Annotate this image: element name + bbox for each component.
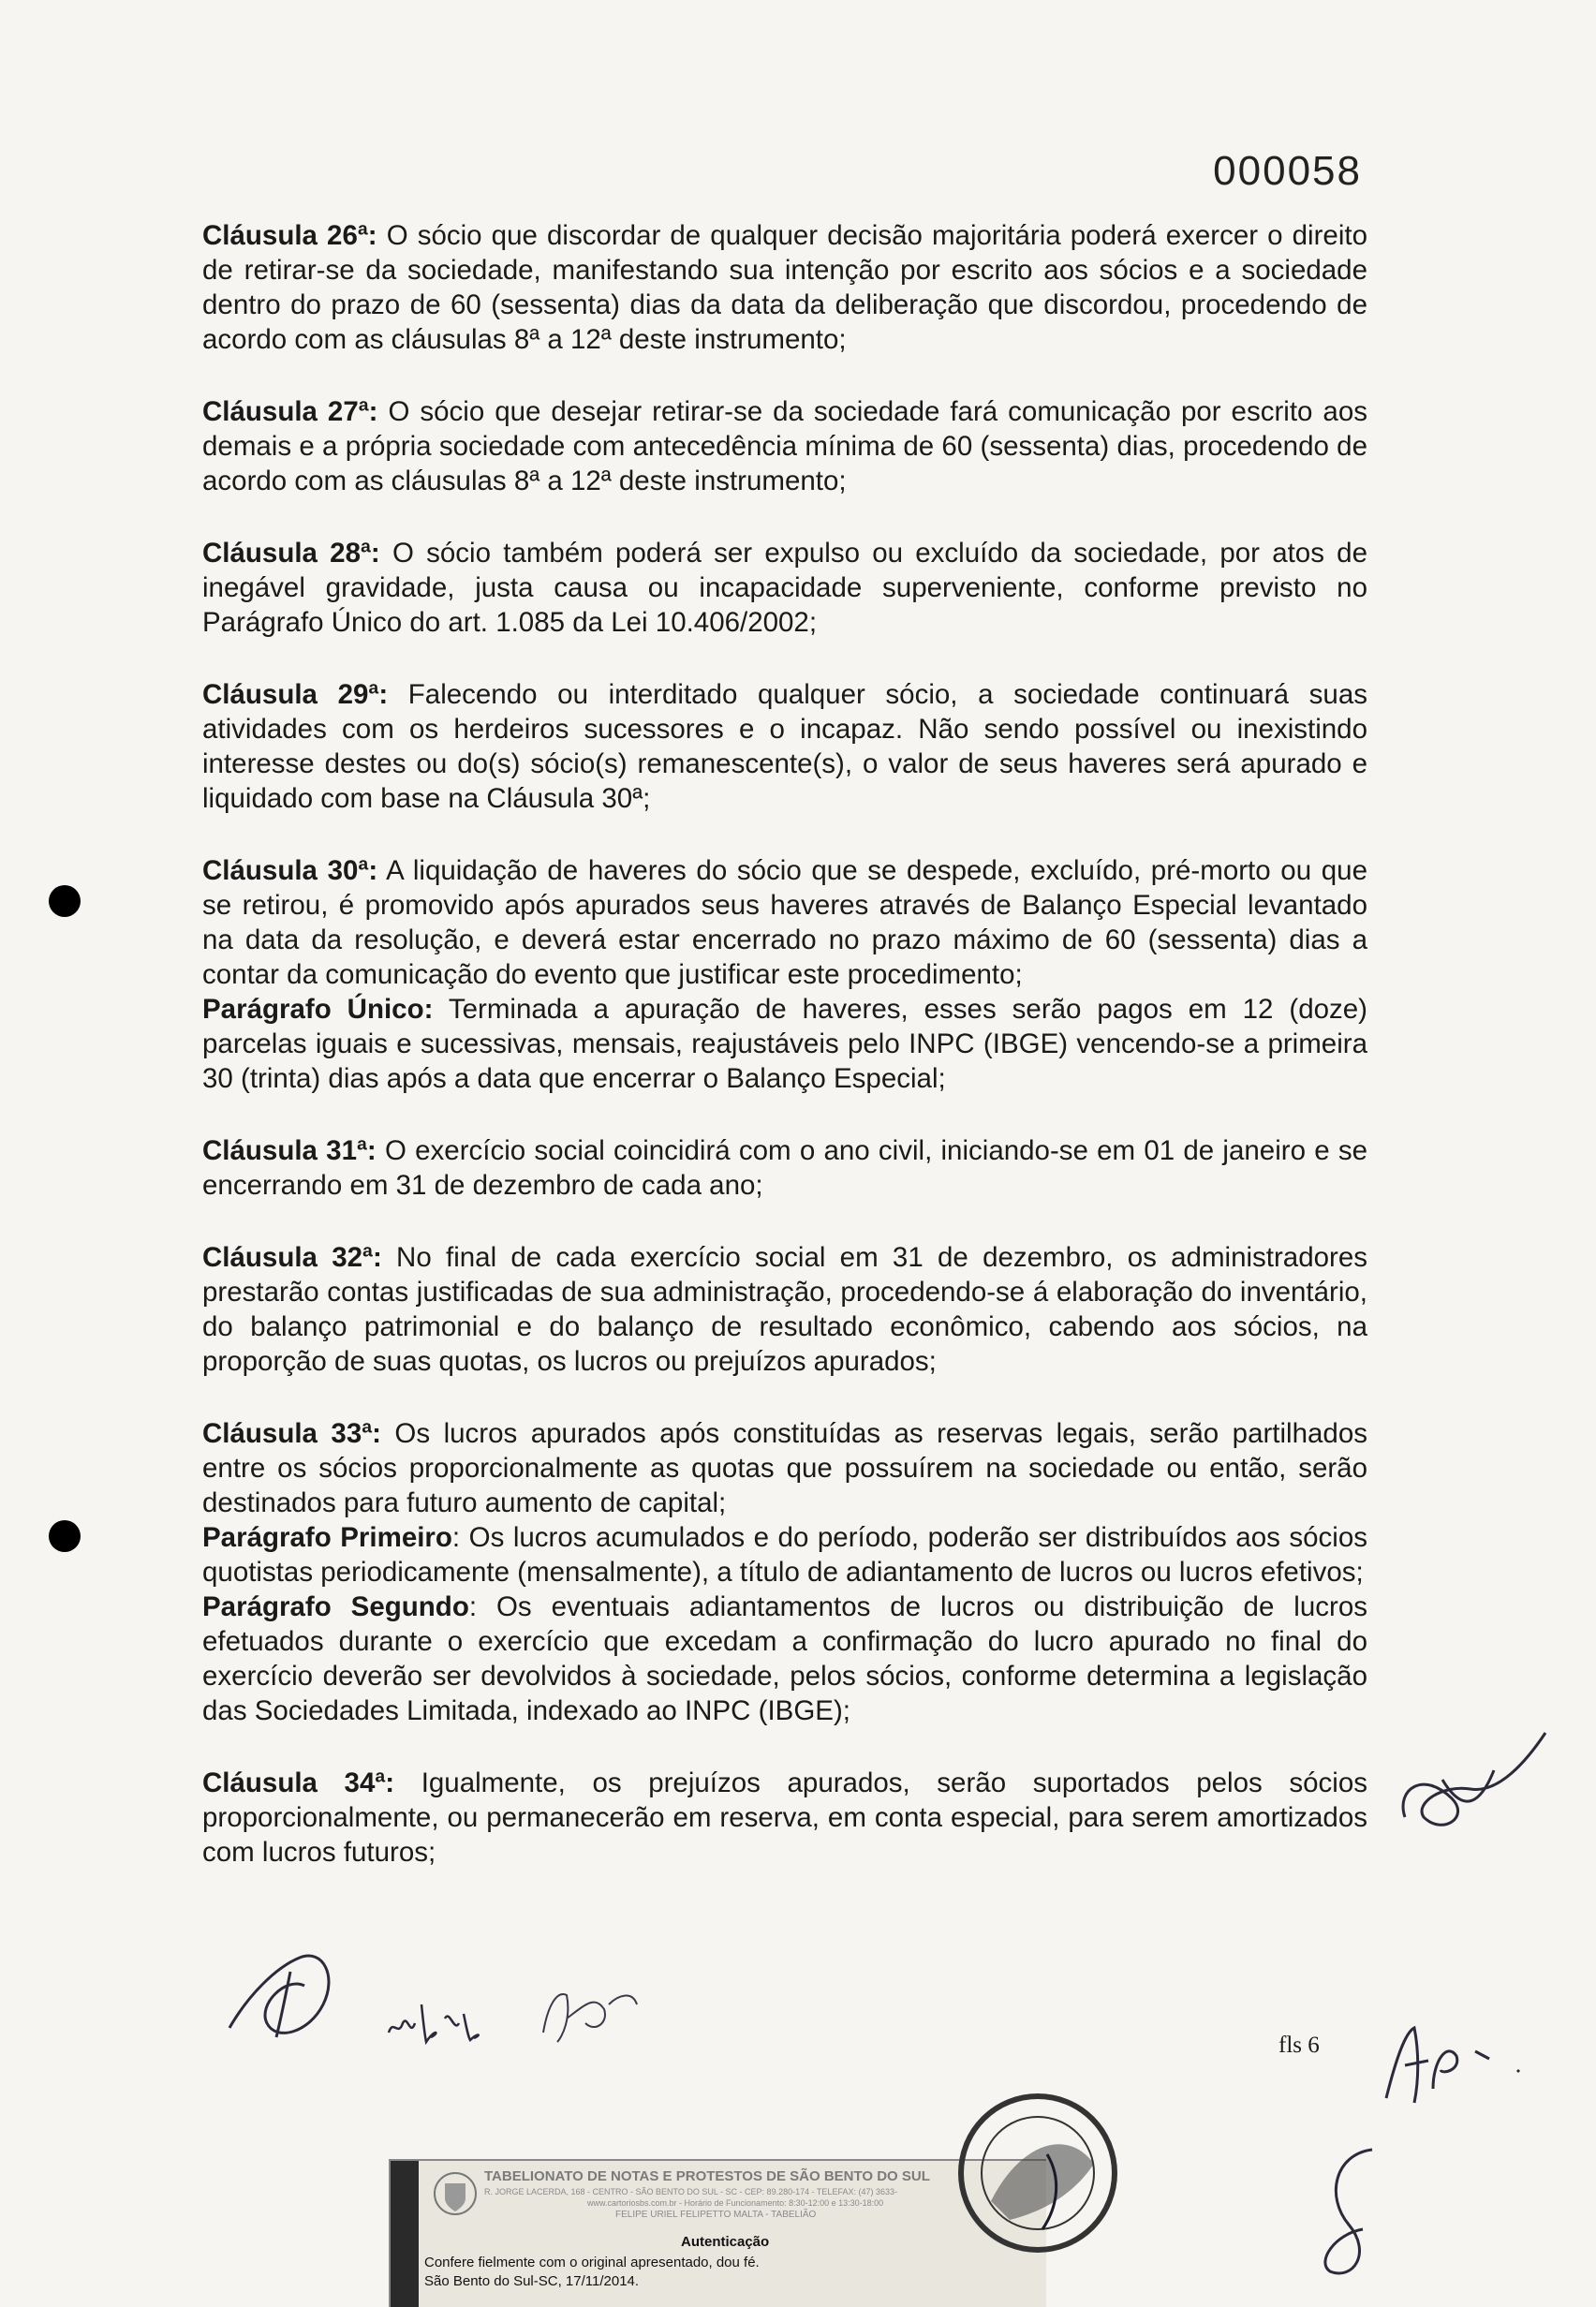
binder-hole-bottom	[49, 1520, 81, 1552]
clause-text: Falecendo ou interditado qualquer sócio, a sociedade continuará suas atividades com os herdeiros sucessores e o incapaz. Não sendo possível ou inexistindo interesse destes ou do(s) sócio(s) remanescente(s), o valor de seus haveres será apurado e liquidado com base na Cláusula 30ª;	[202, 679, 1367, 814]
clause-paragraph	[202, 218, 1367, 357]
clause-26	[202, 218, 1367, 357]
paragraph-text: Terminada a apuração de haveres, esses serão pagos em 12 (doze) parcelas iguais e sucessivas, mensais, reajustáveis pelo INPC (IBGE) vencendo-se a primeira 30 (trinta) dias após a data que encerrar o Balanço Especial;	[202, 994, 1367, 1094]
stamp-auth-text: Confere fielmente com o original apresentado, dou fé.	[424, 2255, 760, 2270]
clause-label: Cláusula 29ª:	[202, 679, 389, 710]
stamp-office-name: TABELIONATO DE NOTAS E PROTESTOS DE SÃO BENTO DO SUL	[484, 2168, 930, 2184]
clause-label: Cláusula 27ª:	[202, 396, 378, 427]
clause-text: O sócio que desejar retirar-se da sociedade fará comunicação por escrito aos demais e a própria sociedade com antecedência mínima de 60 (sessenta) dias, procedendo de acordo com as cláusulas 8ª a 12ª deste instrumento;	[202, 396, 1367, 496]
clause-paragraph	[202, 394, 1367, 498]
clause-label: Cláusula 26ª:	[202, 220, 377, 251]
coat-of-arms-icon	[432, 2170, 479, 2217]
paragraph-label: Parágrafo Primeiro	[202, 1522, 452, 1553]
paragraph-label: Parágrafo Segundo	[202, 1591, 469, 1622]
clause-label: Cláusula 28ª:	[202, 538, 380, 569]
clause-label: Cláusula 32ª:	[202, 1242, 382, 1273]
stamp-auth-place: São Bento do Sul-SC, 17/11/2014.	[424, 2273, 640, 2289]
clause-text: O sócio que discordar de qualquer decisão majoritária poderá exercer o direito de retirar-se da sociedade, manifestando sua intenção por escrito aos sócios e a sociedade dentro do prazo de 60 (sessenta) dias da data da deliberação que discordou, procedendo de acordo com as cláusulas 8ª a 12ª deste instrumento;	[202, 220, 1367, 355]
clause-paragraph	[202, 1416, 1367, 1520]
clause-28	[202, 536, 1367, 640]
clause-text: O exercício social coincidirá com o ano civil, iniciando-se em 01 de janeiro e se encerrando em 31 de dezembro de cada ano;	[202, 1135, 1368, 1201]
signature-1	[211, 1939, 370, 2051]
paragraph-text: : Os eventuais adiantamentos de lucros ou distribuição de lucros efetuados durante o exercício que excedam a confirmação do lucro apurado no final do exercício deverão ser devolvidos à sociedade, pelos sócios, conforme determina a legislação das Sociedades Limitada, indexado ao INPC (IBGE);	[202, 1591, 1367, 1726]
paragraph-label: Parágrafo Único:	[202, 994, 434, 1025]
stamp-edge	[391, 2161, 419, 2307]
clause-paragraph	[202, 1766, 1367, 1870]
clause-paragraph	[202, 853, 1367, 992]
stamp-auth-title: Autenticação	[681, 2234, 770, 2250]
signature-3	[529, 1976, 651, 2051]
clause-27	[202, 394, 1367, 498]
stamp-website: www.cartoriosbs.com.br - Horário de Funcionamento: 8:30-12:00 e 13:30-18:00	[587, 2198, 884, 2208]
clause-31	[202, 1133, 1367, 1203]
sub-paragraph	[202, 992, 1367, 1096]
contract-body	[202, 218, 1367, 1907]
clause-paragraph	[202, 1133, 1367, 1203]
signature-right-margin	[1386, 1714, 1555, 1855]
initials-mbkb	[384, 1995, 496, 2051]
folio-number: fls 6	[1278, 2033, 1320, 2058]
signature-ar	[1377, 2014, 1527, 2107]
stamp-address: R. JORGE LACERDA, 168 - CENTRO - SÃO BENTO DO SUL - SC - CEP: 89.280-174 - TELEFAX: (47) 3633-	[484, 2187, 897, 2196]
notary-seal-icon	[953, 2089, 1122, 2257]
clause-text: A liquidação de haveres do sócio que se despede, excluído, pré-morto ou que se retirou, é promovido após apurados seus haveres através de Balanço Especial levantado na data da resolução, e deverá estar encerrado no prazo máximo de 60 (sessenta) dias a contar da comunicação do evento que justificar este procedimento;	[202, 855, 1367, 990]
sub-paragraph	[202, 1520, 1367, 1590]
sub-paragraph	[202, 1590, 1367, 1728]
clause-32	[202, 1240, 1367, 1379]
clause-34	[202, 1766, 1367, 1870]
clause-label: Cláusula 31ª:	[202, 1135, 377, 1166]
clause-text: Os lucros apurados após constituídas as reservas legais, serão partilhados entre os sócios proporcionalmente as quotas que possuírem na sociedade ou então, serão destinados para futuro aumento de capital;	[202, 1418, 1367, 1518]
clause-33	[202, 1416, 1367, 1728]
clause-text: Igualmente, os prejuízos apurados, serão suportados pelos sócios proporcionalmente, ou permanecerão em reserva, em conta especial, para serem amortizados com lucros futuros;	[202, 1767, 1367, 1868]
clause-29	[202, 677, 1367, 816]
clause-paragraph	[202, 677, 1367, 816]
clause-text: No final de cada exercício social em 31 de dezembro, os administradores prestarão contas justificadas de sua administração, procedendo-se á elaboração do inventário, do balanço patrimonial e do balanço de resultado econômico, cabendo aos sócios, na proporção de suas quotas, os lucros ou prejuízos apurados;	[202, 1242, 1367, 1377]
clause-text: O sócio também poderá ser expulso ou excluído da sociedade, por atos de inegável gravidade, justa causa ou incapacidade superveniente, conforme previsto no Parágrafo Único do art. 1.085 da Lei 10.406/2002;	[202, 538, 1367, 638]
notary-stamp	[389, 2159, 1046, 2307]
binder-hole-top	[49, 885, 81, 917]
clause-label: Cláusula 33ª:	[202, 1418, 381, 1449]
stamp-notary-name: FELIPE URIEL FELIPETTO MALTA - TABELIÃO	[615, 2210, 817, 2220]
clause-paragraph	[202, 536, 1367, 640]
clause-label: Cláusula 34ª:	[202, 1767, 395, 1798]
clause-30	[202, 853, 1367, 1096]
page-number: 000058	[1213, 148, 1362, 194]
clause-label: Cláusula 30ª:	[202, 855, 378, 886]
clause-paragraph	[202, 1240, 1367, 1379]
paragraph-text: : Os lucros acumulados e do período, poderão ser distribuídos aos sócios quotistas periodicamente (mensalmente), a título de adiantamento de lucros ou lucros efetivos;	[202, 1522, 1367, 1588]
signature-bottom-right	[1297, 2140, 1400, 2290]
